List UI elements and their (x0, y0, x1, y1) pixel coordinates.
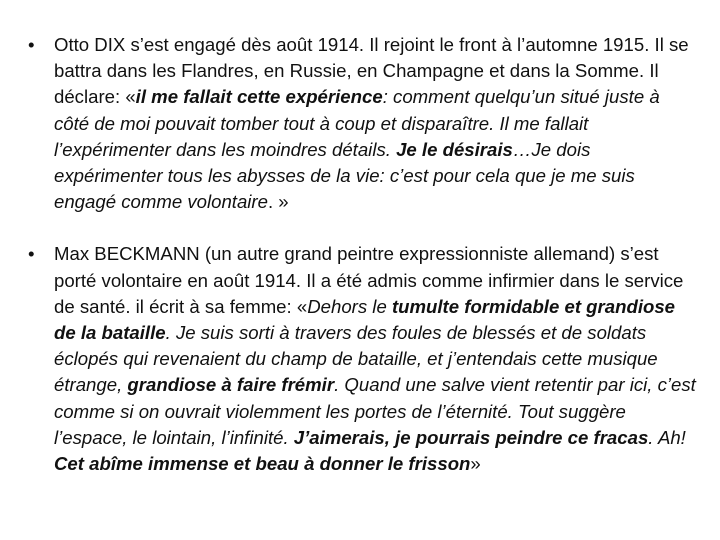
text-segment: Max BECKMANN (un autre grand peintre expressionniste allemand) s’est porté volontaire en août 1914. Il a été admis comme infirmier dans le service de santé. il écrit à sa femme: « (54, 243, 684, 317)
bullet-list (28, 32, 698, 477)
emphasis-segment: tumulte formidable et grandiose de la bataille (54, 295, 676, 344)
bullet-item-max-beckmann (28, 241, 698, 477)
emphasis-segment: grandiose à faire frémir (127, 374, 335, 396)
quote-segment: . Quand une salve vient retentir par ici, c’est comme si on ouvrait violemment les portes de l’éternité. Tout suggère l’espace, le lointain, l’infinité. (54, 374, 696, 448)
text-segment: » (470, 453, 481, 475)
bullet-dot-icon: • (28, 243, 35, 265)
emphasis-segment: Je le désirais (396, 138, 513, 160)
text-segment: . » (267, 191, 289, 213)
quote-segment: Dehors le (307, 295, 392, 317)
quote-segment: . Ah! (648, 426, 686, 448)
emphasis-segment: J’aimerais, je pourrais peindre ce fracas (293, 426, 649, 448)
emphasis-segment: Cet abîme immense et beau à donner le frisson (54, 453, 471, 475)
quote-segment: …Je dois expérimenter tous les abysses de la vie: c’est pour cela que je me suis engagé comme volontaire (54, 138, 635, 213)
bullet-item-otto-dix (28, 32, 698, 215)
emphasis-segment: il me fallait cette expérience (135, 86, 383, 108)
bullet-text (54, 34, 689, 212)
bullet-dot-icon: • (28, 34, 35, 55)
quote-segment: . Je suis sorti à travers des foules de blessés et de soldats éclopés qui revenaient du champ de bataille, et j’entendais cette musique étrange, (54, 322, 658, 396)
text-segment: Otto DIX s’est engagé dès août 1914. Il rejoint le front à l’automne 1915. Il se battra dans les Flandres, en Russie, en Champagne et dans la Somme. Il déclare: « (54, 34, 689, 108)
quote-segment: : comment quelqu’un situé juste à côté de moi pouvait tomber tout à coup et disparaître. Il me fallait l’expérimenter dans les moindres détails. (54, 86, 660, 160)
bullet-text (54, 243, 696, 474)
